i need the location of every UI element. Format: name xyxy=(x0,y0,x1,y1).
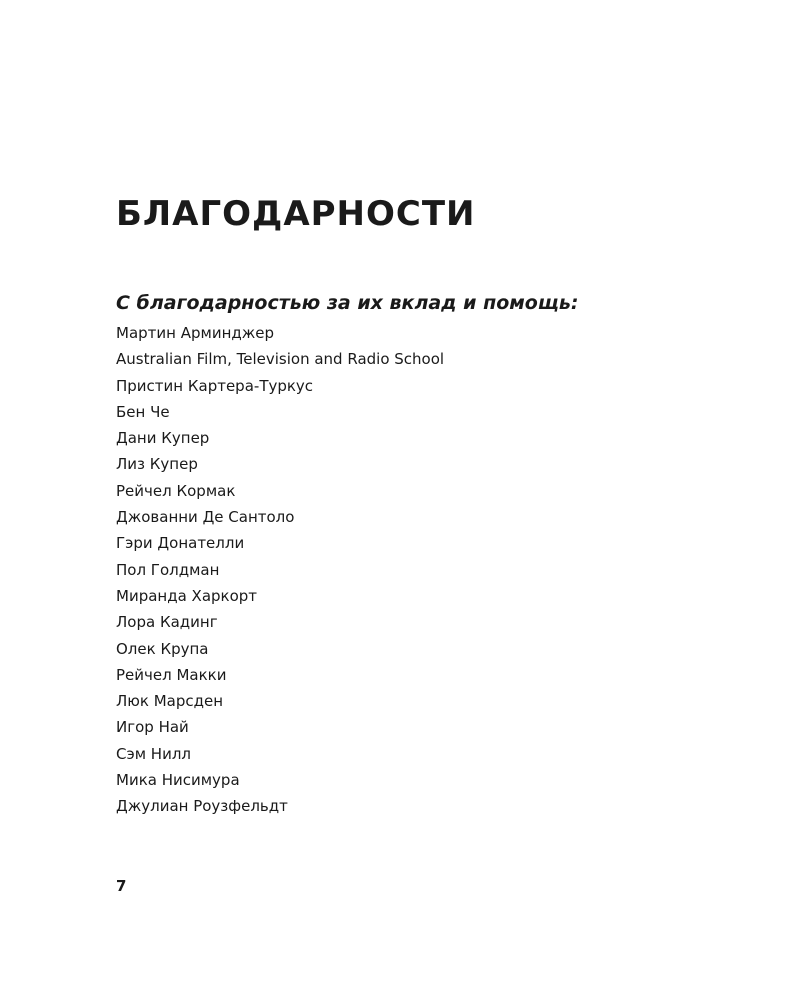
names-list xyxy=(116,320,444,820)
list-item: Игор Най xyxy=(116,718,189,737)
list-item: Australian Film, Television and Radio School xyxy=(116,350,445,369)
list-item: Лора Кадинг xyxy=(116,613,218,632)
page-title: БЛАГОДАРНОСТИ xyxy=(116,194,476,234)
list-item: Пристин Картера-Туркус xyxy=(116,376,314,395)
list-item: Бен Че xyxy=(116,402,170,421)
list-item: Люк Марсден xyxy=(116,692,224,711)
list-item: Мартин Арминджер xyxy=(116,324,275,342)
list-item: Пол Голдман xyxy=(116,560,220,579)
list-item: Миранда Харкорт xyxy=(116,586,258,605)
acknowledgements-subtitle: С благодарностью за их вклад и помощь: xyxy=(116,292,579,314)
list-item: Джованни Де Сантоло xyxy=(116,508,295,527)
list-item: Лиз Купер xyxy=(116,455,198,474)
list-item: Сэм Нилл xyxy=(116,744,191,763)
list-item: Рейчел Кормак xyxy=(116,481,236,500)
page-number: 7 xyxy=(116,877,127,895)
list-item: Гэри Донателли xyxy=(116,534,245,553)
list-item: Дани Купер xyxy=(116,429,210,448)
list-item: Рейчел Макки xyxy=(116,665,227,684)
list-item: Мика Нисимура xyxy=(116,771,240,790)
list-item: Джулиан Роузфельдт xyxy=(116,797,288,816)
list-item: Олек Крупа xyxy=(116,639,209,658)
